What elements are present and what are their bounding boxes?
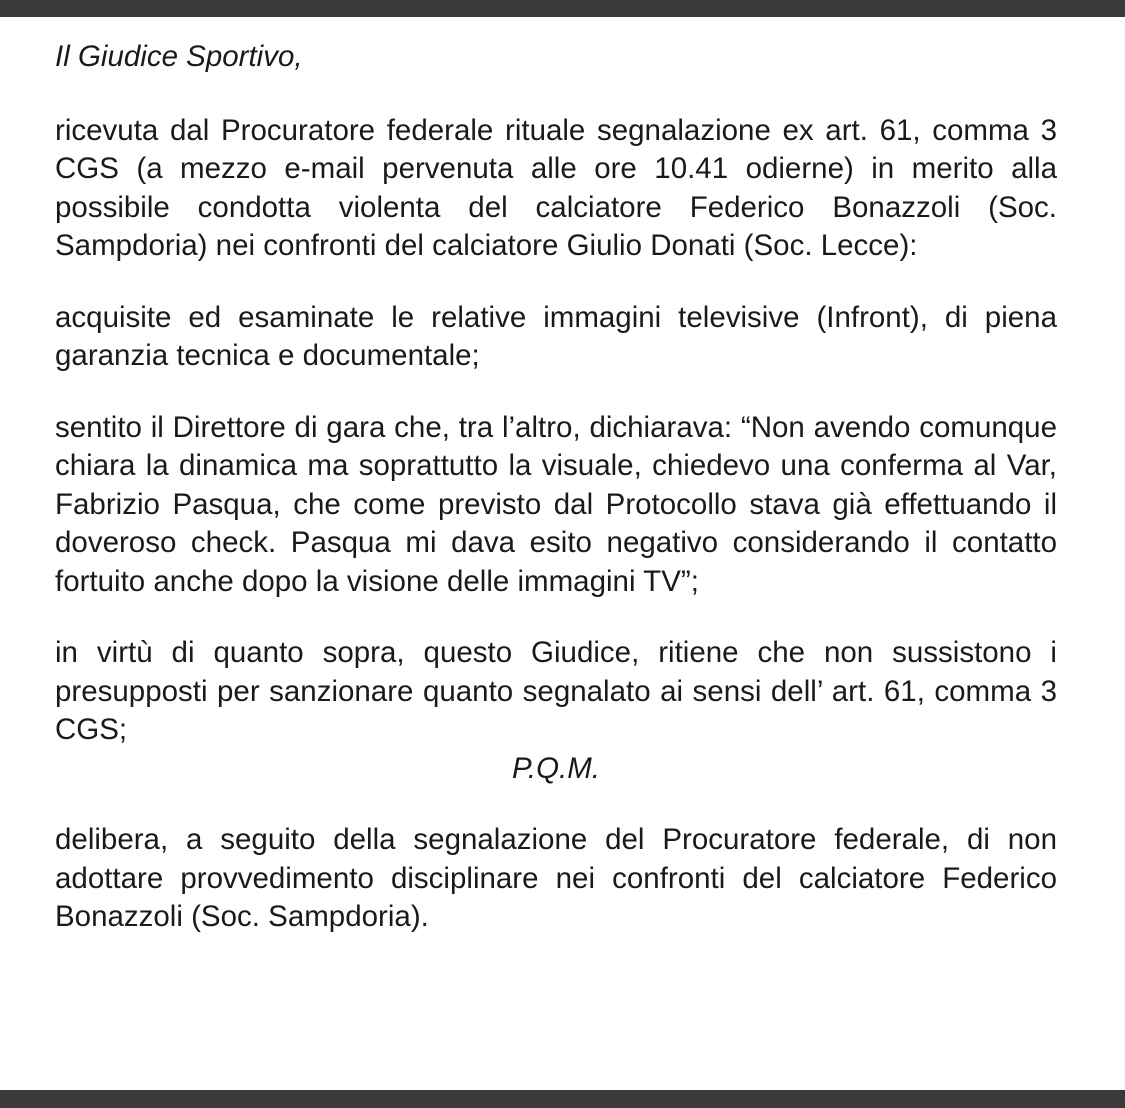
paragraph-referee-statement: sentito il Direttore di gara che, tra l’altro, dichiarava: “Non avendo comunque chiara la dinamica ma soprattutto la visuale, chiedevo una conferma al Var, Fabrizio Pasqua, che come previsto dal Protocollo stava già effettuando il doveroso check. Pasqua mi dava esito negativo considerando il contatto fortuito anche dopo la visione delle immagini TV”; <box>55 410 1057 598</box>
paragraph-report: ricevuta dal Procuratore federale rituale segnalazione ex art. 61, comma 3 CGS (a mezzo e-mail pervenuta alle ore 10.41 odierne) in merito alla possibile condotta violenta del calciatore Federico Bonazzoli (Soc. Sampdoria) nei confronti del calciatore Giulio Donati (Soc. Lecce): <box>55 113 1057 262</box>
pqm-heading: P.Q.M. <box>512 751 600 785</box>
paragraph-decision: delibera, a seguito della segnalazione del Procuratore federale, di non adottare provvedimento disciplinare nei confronti del calciatore Federico Bonazzoli (Soc. Sampdoria). <box>55 823 1057 933</box>
bottom-border-bar <box>0 1090 1125 1108</box>
salutation: Il Giudice Sportivo, <box>55 40 303 73</box>
document-body <box>55 38 1057 937</box>
top-border-bar <box>0 0 1125 17</box>
paragraph-images: acquisite ed esaminate le relative immagini televisive (Infront), di piena garanzia tecnica e documentale; <box>55 300 1057 372</box>
paragraph-judgement: in virtù di quanto sopra, questo Giudice, ritiene che non sussistono i presupposti per sanzionare quanto segnalato ai sensi dell’ art. 61, comma 3 CGS; <box>55 636 1057 746</box>
